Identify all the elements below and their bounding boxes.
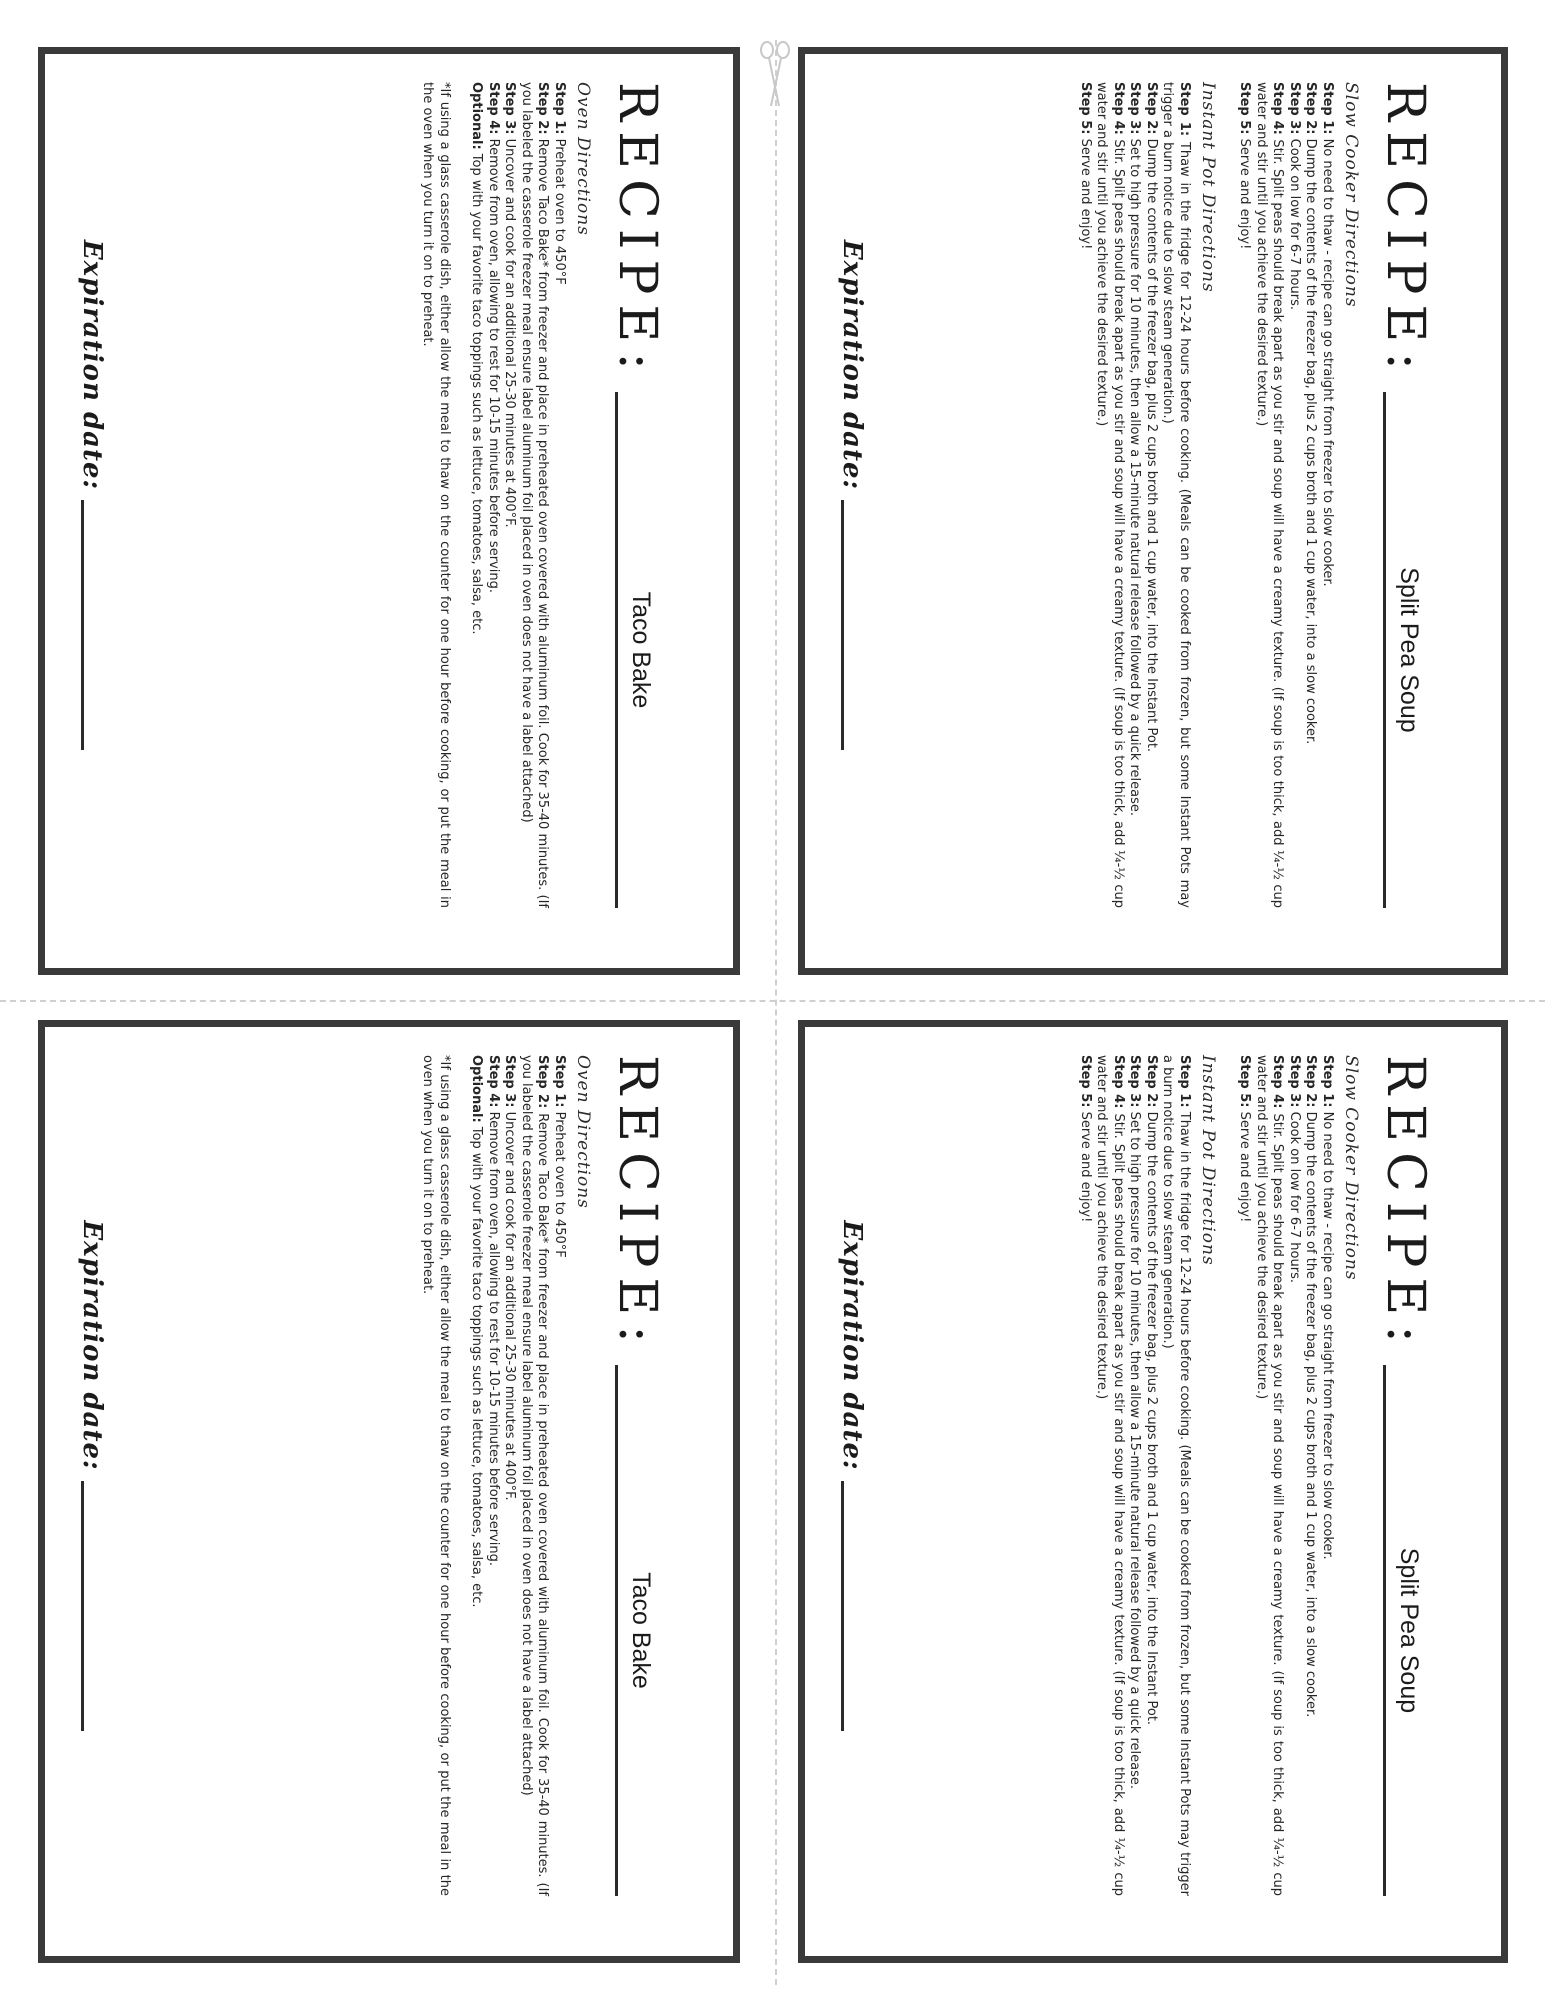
casserole-note: *If using a glass casserole dish, either allow the meal to thaw on the counter for one hour before cooking, or put the meal in the oven when you turn it on to preheat. xyxy=(420,82,452,908)
step-line: Step 3: Uncover and cook for an additional 25-30 minutes at 400°F. xyxy=(502,1055,518,1501)
expiration-row xyxy=(77,1055,107,1896)
expiration-line xyxy=(841,1481,844,1731)
section-title: Slow Cooker Directions xyxy=(1341,1055,1361,1281)
card-content xyxy=(45,54,733,968)
step-line: Step 2: Dump the contents of the freezer bag, plus 2 cups broth and 1 cup water, into the Instant Pot. xyxy=(1144,1055,1159,1726)
step-line: Step 5: Serve and enjoy! xyxy=(1078,1055,1093,1223)
recipe-heading: RECIPE: xyxy=(1375,1055,1435,1353)
section-title: Oven Directions xyxy=(573,82,593,236)
recipe-name-line xyxy=(1383,1365,1456,1896)
recipe-name: Taco Bake xyxy=(627,591,655,709)
recipe-name-line xyxy=(615,1365,688,1896)
step-line: Step 2: Dump the contents of the freezer bag, plus 2 cups broth and 1 cup water, into a slow cooker. xyxy=(1303,1055,1319,1718)
step-line: Step 2: Dump the contents of the freezer bag, plus 2 cups broth and 1 cup water, into a slow cooker. xyxy=(1303,82,1319,745)
step-line: Step 2: Remove Taco Bake* from freezer and place in preheated oven covered with aluminum foil. Cook for 35-40 minutes. (If you labeled the casserole freezer meal ensure label aluminum foil placed in oven does not have a label attached) xyxy=(519,1055,551,1896)
section-title: Instant Pot Directions xyxy=(1198,1055,1218,1266)
step-line: Step 3: Set to high pressure for 10 minutes, then allow a 15-minute natural release followed by a quick release. xyxy=(1127,82,1143,817)
expiration-line xyxy=(81,1481,84,1731)
recipe-card-split-pea-soup-bottom xyxy=(798,1020,1508,1963)
recipe-heading: RECIPE: xyxy=(607,1055,667,1353)
section-title: Slow Cooker Directions xyxy=(1341,82,1361,308)
step-line: Step 2: Dump the contents of the freezer bag, plus 2 cups broth and 1 cup water, into the Instant Pot. xyxy=(1144,82,1159,753)
step-line: Step 4: Stir. Split peas should break apart as you stir and soup will have a creamy texture. (If soup is too thick, add ¼-½ cup water and stir until you achieve the desired texture.) xyxy=(1254,82,1286,908)
step-line: Step 4: Remove from oven, allowing to rest for 10-15 minutes before serving. xyxy=(486,1055,501,1566)
step-line: Step 5: Serve and enjoy! xyxy=(1237,82,1253,250)
casserole-note: *If using a glass casserole dish, either allow the meal to thaw on the counter for one hour before cooking, or put the meal in the oven when you turn it on to preheat. xyxy=(420,1055,452,1896)
step-line: Step 2: Remove Taco Bake* from freezer and place in preheated oven covered with aluminum foil. Cook for 35-40 minutes. (If you labeled the casserole freezer meal ensure label aluminum foil placed in oven does not have a label attached) xyxy=(519,82,551,908)
recipe-heading: RECIPE: xyxy=(607,82,667,380)
recipe-card-taco-bake-top xyxy=(38,47,740,975)
recipe-heading: RECIPE: xyxy=(1375,82,1435,380)
step-line: Optional: Top with your favorite taco toppings such as lettuce, tomatoes, salsa, etc. xyxy=(469,82,485,635)
card-content xyxy=(805,54,1501,968)
recipe-name-line xyxy=(615,392,688,908)
expiration-line xyxy=(81,500,84,750)
recipe-name: Taco Bake xyxy=(627,1572,655,1689)
section-title: Instant Pot Directions xyxy=(1198,82,1218,293)
step-line: Step 1: No need to thaw - recipe can go straight from freezer to slow cooker. xyxy=(1320,1055,1335,1560)
step-line: Step 3: Cook on low for 6-7 hours. xyxy=(1287,82,1302,310)
step-line: Step 3: Cook on low for 6-7 hours. xyxy=(1287,1055,1302,1283)
card-content xyxy=(45,1027,733,1956)
recipe-name-line xyxy=(1383,392,1456,908)
step-line: Step 3: Uncover and cook for an additional 25-30 minutes at 400°F. xyxy=(502,82,518,528)
step-line: Step 5: Serve and enjoy! xyxy=(1078,82,1093,250)
step-line: Step 4: Stir. Split peas should break apart as you stir and soup will have a creamy texture. (If soup is too thick, add ¼-½ cup water and stir until you achieve the desired texture.) xyxy=(1094,1055,1126,1896)
scissors-icon xyxy=(757,40,793,110)
expiration-label: Expiration date: xyxy=(77,239,107,491)
section-title: Oven Directions xyxy=(573,1055,593,1209)
vertical-cut-line xyxy=(775,40,777,1985)
step-line: Step 1: Preheat oven to 450°F xyxy=(552,82,567,285)
step-line: Step 4: Remove from oven, allowing to rest for 10-15 minutes before serving. xyxy=(486,82,501,593)
step-line: Step 4: Stir. Split peas should break apart as you stir and soup will have a creamy texture. (If soup is too thick, add ¼-½ cup water and stir until you achieve the desired texture.) xyxy=(1254,1055,1286,1896)
expiration-line xyxy=(841,500,844,750)
expiration-row xyxy=(837,82,867,908)
recipe-card-taco-bake-bottom xyxy=(38,1020,740,1963)
expiration-label: Expiration date: xyxy=(837,239,867,491)
step-line: Step 1: No need to thaw - recipe can go straight from freezer to slow cooker. xyxy=(1320,82,1335,587)
step-line: Step 5: Serve and enjoy! xyxy=(1237,1055,1253,1223)
recipe-name: Split Pea Soup xyxy=(1395,1547,1423,1714)
recipe-name: Split Pea Soup xyxy=(1395,567,1423,733)
step-line: Step 1: Preheat oven to 450°F xyxy=(552,1055,567,1258)
step-line: Step 4: Stir. Split peas should break apart as you stir and soup will have a creamy texture. (If soup is too thick, add ¼-½ cup water and stir until you achieve the desired texture.) xyxy=(1094,82,1126,908)
expiration-label: Expiration date: xyxy=(837,1220,867,1471)
step-line: Step 1: Thaw in the fridge for 12-24 hours before cooking. (Meals can be cooked from frozen, but some Instant Pots may trigger a burn notice due to slow steam generation.) xyxy=(1160,82,1192,908)
recipe-card-split-pea-soup-top xyxy=(798,47,1508,975)
step-line: Optional: Top with your favorite taco toppings such as lettuce, tomatoes, salsa, etc. xyxy=(469,1055,485,1608)
step-line: Step 1: Thaw in the fridge for 12-24 hours before cooking. (Meals can be cooked from frozen, but some Instant Pots may trigger a burn notice due to slow steam generation.) xyxy=(1160,1055,1192,1896)
horizontal-cut-line xyxy=(0,1000,1545,1002)
expiration-row xyxy=(77,82,107,908)
expiration-row xyxy=(837,1055,867,1896)
step-line: Step 3: Set to high pressure for 10 minutes, then allow a 15-minute natural release followed by a quick release. xyxy=(1127,1055,1143,1790)
card-content xyxy=(805,1027,1501,1956)
expiration-label: Expiration date: xyxy=(77,1220,107,1471)
